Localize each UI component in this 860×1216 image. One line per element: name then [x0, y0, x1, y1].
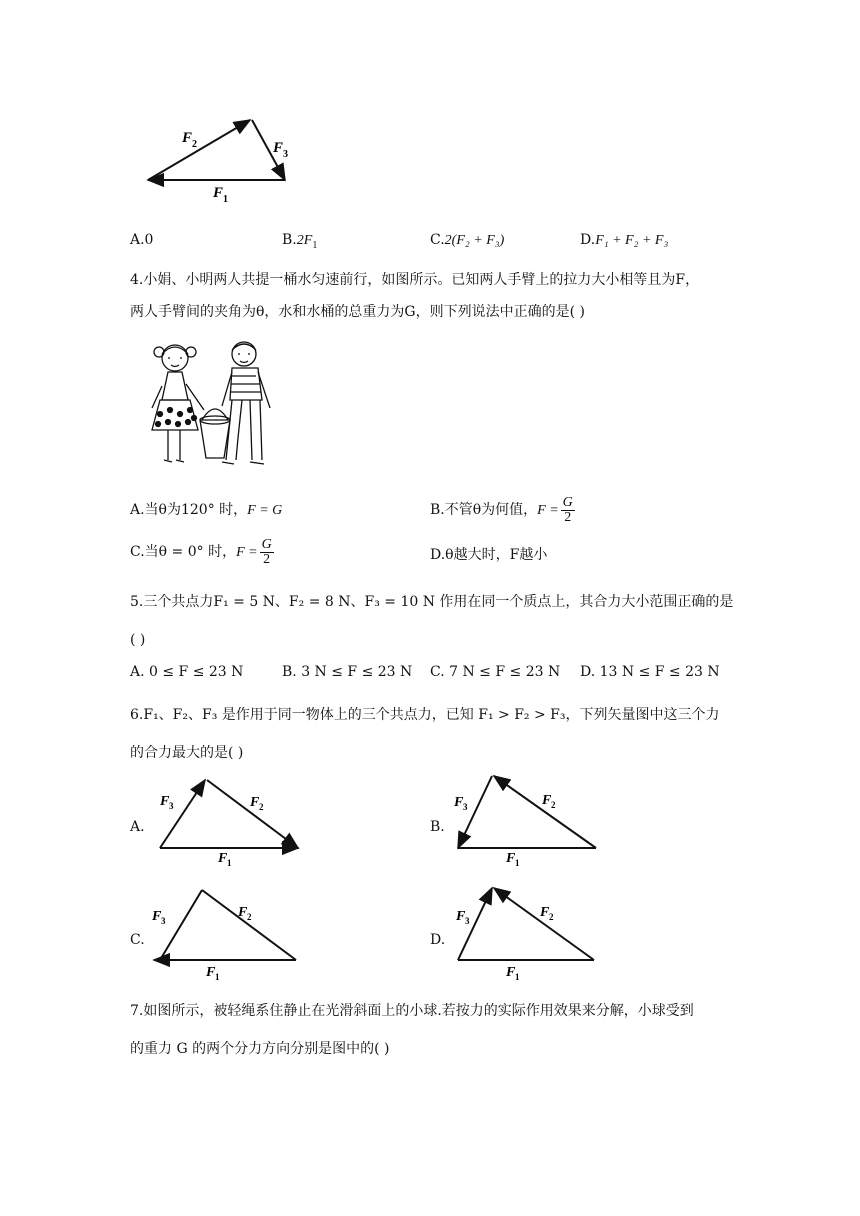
q5-option-c[interactable]: C. 7 N ≤ F ≤ 23 N — [430, 664, 561, 680]
q5-option-b[interactable]: B. 3 N ≤ F ≤ 23 N — [282, 664, 413, 680]
q4-option-b-numerator: G — [562, 494, 573, 510]
q5-stem-line2: ( ) — [130, 632, 146, 648]
svg-text:1: 1 — [515, 972, 520, 982]
q6-option-d-label[interactable]: D. — [430, 932, 446, 948]
two-children-carrying-bucket-illustration — [138, 338, 286, 476]
svg-text:F: F — [540, 905, 550, 920]
q3-option-b[interactable]: $B.2F_1$ — [282, 232, 318, 251]
svg-text:3: 3 — [463, 802, 468, 812]
q4-option-a[interactable]: A.当θ为120° 时，F = G — [130, 502, 283, 518]
q3-option-c[interactable]: C.2(F₂ + F₃) — [430, 232, 505, 248]
svg-text:F: F — [152, 909, 162, 924]
svg-text:F: F — [160, 794, 170, 809]
q7-stem-line1: 7.如图所示，被轻绳系住静止在光滑斜面上的小球.若按力的实际作用效果来分解，小球受到 — [130, 1003, 694, 1019]
svg-text:1: 1 — [515, 858, 520, 868]
q3-label-f2: F — [182, 130, 193, 146]
q6-option-c-figure[interactable] — [150, 880, 310, 982]
q4-stem-line1: 4.小娟、小明两人共提一桶水匀速前行，如图所示。已知两人手臂上的拉力大小相等且为F， — [130, 272, 700, 288]
svg-text:F: F — [250, 795, 260, 810]
q6-option-a-figure[interactable] — [150, 770, 310, 870]
q6-option-d-figure[interactable] — [450, 880, 610, 982]
q3-option-d[interactable]: D.F₁ + F₂ + F₃ — [580, 232, 669, 248]
svg-text:F: F — [542, 793, 552, 808]
q6-option-c-label[interactable]: C. — [130, 932, 145, 948]
q3-label-f1-sub: 1 — [223, 194, 228, 205]
q3-label-f3: F — [273, 140, 284, 156]
svg-text:F: F — [456, 909, 466, 924]
q4-option-d[interactable]: D.θ越大时，F越小 — [430, 547, 548, 563]
q6-stem-line2: 的合力最大的是( ) — [130, 745, 244, 761]
svg-text:3: 3 — [169, 801, 174, 811]
q7-stem-line2: 的重力 G 的两个分力方向分别是图中的( ) — [130, 1041, 390, 1057]
svg-text:F: F — [454, 795, 464, 810]
q3-label-f3-sub: 3 — [283, 149, 288, 160]
q4-option-c-numerator: G — [261, 536, 272, 552]
q6-stem-line1: 6.F₁、F₂、F₃ 是作用于同一物体上的三个共点力，已知 F₁ > F₂ > F₃，下列矢量图中这三个力 — [130, 707, 720, 723]
svg-text:F: F — [506, 851, 516, 866]
q5-stem-line1: 5.三个共点力F₁ = 5 N、F₂ = 8 N、F₃ = 10 N 作用在同一个质点上，其合力大小范围正确的是 — [130, 594, 734, 610]
q4-option-b-denominator: 2 — [564, 509, 572, 525]
q3-vector-triangle — [140, 112, 310, 207]
q4-option-c-denominator: 2 — [263, 551, 271, 567]
svg-text:2: 2 — [549, 912, 554, 922]
q4-option-b[interactable]: B.不管θ为何值，F = $\frac{G}{2}$ — [430, 494, 573, 525]
svg-text:2: 2 — [551, 800, 556, 810]
q5-option-d[interactable]: D. 13 N ≤ F ≤ 23 N — [580, 664, 720, 680]
svg-text:F: F — [238, 905, 248, 920]
q3-label-f1: F — [213, 185, 224, 201]
q6-option-b-figure[interactable] — [450, 770, 610, 870]
svg-text:F: F — [506, 965, 516, 980]
svg-text:3: 3 — [161, 916, 166, 926]
svg-text:2: 2 — [247, 912, 252, 922]
q6-option-a-label[interactable]: A. — [130, 819, 145, 835]
svg-text:1: 1 — [215, 972, 220, 982]
svg-text:F: F — [206, 965, 216, 980]
q3-label-f2-sub: 2 — [192, 139, 197, 150]
svg-text:1: 1 — [227, 858, 232, 868]
svg-text:3: 3 — [465, 916, 470, 926]
q4-option-c[interactable]: C.当θ = 0° 时，F = $\frac{G}{2}$ — [130, 536, 272, 567]
q4-stem-line2: 两人手臂间的夹角为θ，水和水桶的总重力为G，则下列说法中正确的是( ) — [130, 304, 585, 320]
q3-option-a[interactable]: A.0 — [130, 232, 154, 248]
svg-text:F: F — [218, 851, 228, 866]
q6-option-b-label[interactable]: B. — [430, 819, 445, 835]
svg-text:2: 2 — [259, 802, 264, 812]
q5-option-a[interactable]: A. 0 ≤ F ≤ 23 N — [130, 664, 244, 680]
